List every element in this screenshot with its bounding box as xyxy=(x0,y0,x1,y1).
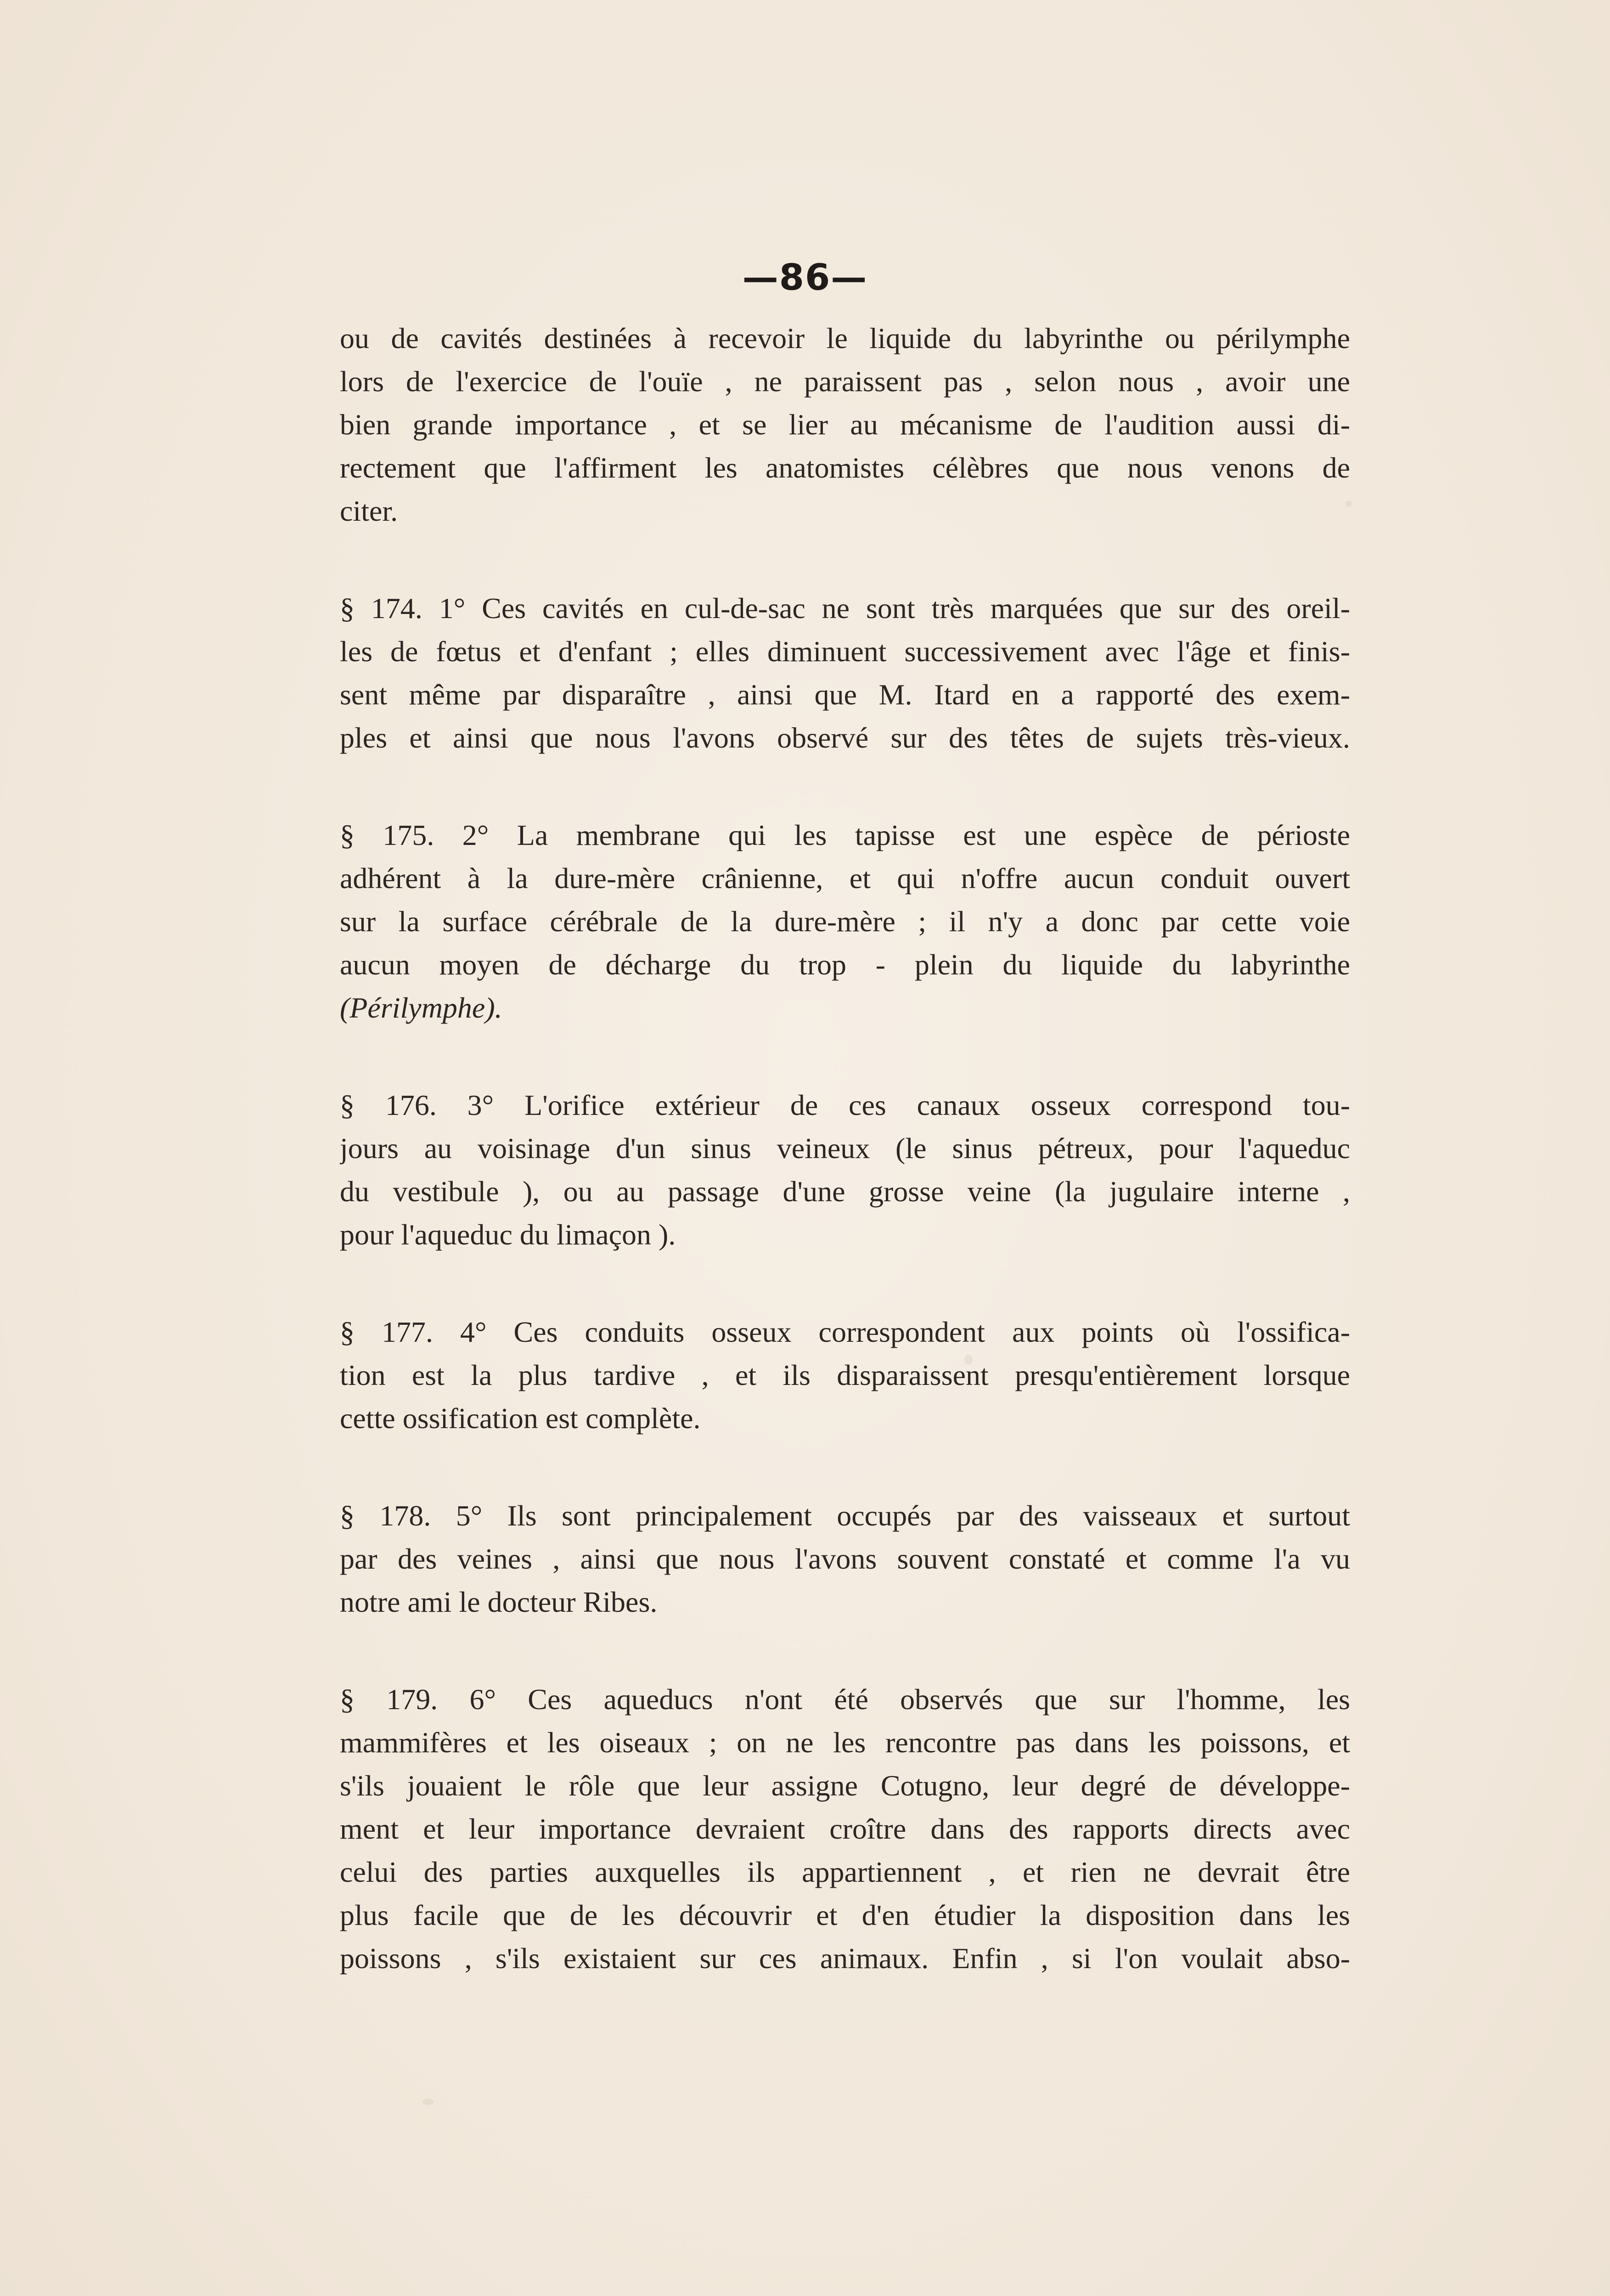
text-line: lors de l'exercice de l'ouïe , ne paraissent pas , selon nous , avoir une xyxy=(340,365,1350,398)
text-line: ples et ainsi que nous l'avons observé sur des têtes de sujets très-vieux. xyxy=(340,721,1350,754)
text-line: aucun moyen de décharge du trop - plein du liquide du labyrinthe xyxy=(340,948,1350,981)
text-line: § 178. 5° Ils sont principalement occupés par des vaisseaux et surtout xyxy=(340,1499,1350,1532)
text-line: § 179. 6° Ces aqueducs n'ont été observés que sur l'homme, les xyxy=(340,1683,1350,1716)
text-line: ment et leur importance devraient croître dans des rapports directs avec xyxy=(340,1812,1350,1845)
paragraph-intro xyxy=(340,317,1350,533)
paper-stain xyxy=(422,2099,433,2105)
text-line: tion est la plus tardive , et ils disparaissent presqu'entièrement lorsque xyxy=(340,1359,1350,1391)
text-line: mammifères et les oiseaux ; on ne les rencontre pas dans les poissons, et xyxy=(340,1726,1350,1759)
text-line: adhérent à la dure-mère crânienne, et qui n'offre aucun conduit ouvert xyxy=(340,862,1350,895)
text-line: notre ami le docteur Ribes. xyxy=(340,1586,658,1618)
paragraph-section-178 xyxy=(340,1494,1350,1624)
text-line: pour l'aqueduc du limaçon ). xyxy=(340,1218,676,1251)
paragraph-section-174 xyxy=(340,587,1350,760)
text-line: jours au voisinage d'un sinus veineux (le sinus pétreux, pour l'aqueduc xyxy=(340,1132,1350,1165)
text-line: citer. xyxy=(340,495,398,527)
text-line: plus facile que de les découvrir et d'en étudier la disposition dans les xyxy=(340,1899,1350,1931)
body-text xyxy=(340,317,1350,1980)
text-line: poissons , s'ils existaient sur ces animaux. Enfin , si l'on voulait abso- xyxy=(340,1942,1350,1975)
text-line: les de fœtus et d'enfant ; elles diminuent successivement avec l'âge et finis- xyxy=(340,635,1350,668)
text-line: sur la surface cérébrale de la dure-mère ; il n'y a donc par cette voie xyxy=(340,905,1350,938)
text-line: bien grande importance , et se lier au mécanisme de l'audition aussi di- xyxy=(340,408,1350,441)
text-line: du vestibule ), ou au passage d'une grosse veine (la jugulaire interne , xyxy=(340,1175,1350,1208)
text-line: par des veines , ainsi que nous l'avons souvent constaté et comme l'a vu xyxy=(340,1542,1350,1575)
text-line: (Périlymphe). xyxy=(340,991,502,1024)
text-line: § 175. 2° La membrane qui les tapisse est une espèce de périoste xyxy=(340,819,1350,851)
paragraph-section-177 xyxy=(340,1311,1350,1440)
text-line: § 174. 1° Ces cavités en cul-de-sac ne sont très marquées que sur des oreil- xyxy=(340,592,1350,625)
paragraph-section-179 xyxy=(340,1678,1350,1980)
text-line: cette ossification est complète. xyxy=(340,1402,701,1435)
text-line: sent même par disparaître , ainsi que M. Itard en a rapporté des exem- xyxy=(340,678,1350,711)
text-line: § 177. 4° Ces conduits osseux correspondent aux points où l'ossifica- xyxy=(340,1316,1350,1348)
text-line: rectement que l'affirment les anatomistes célèbres que nous venons de xyxy=(340,451,1350,484)
text-line: s'ils jouaient le rôle que leur assigne Cotugno, leur degré de développe- xyxy=(340,1769,1350,1802)
text-line: § 176. 3° L'orifice extérieur de ces canaux osseux correspond tou- xyxy=(340,1089,1350,1121)
text-line: ou de cavités destinées à recevoir le liquide du labyrinthe ou périlymphe xyxy=(340,322,1350,355)
page-number: —86— xyxy=(742,257,868,298)
paragraph-section-176 xyxy=(340,1084,1350,1256)
text-line: celui des parties auxquelles ils appartiennent , et rien ne devrait être xyxy=(340,1856,1350,1888)
paragraph-section-175 xyxy=(340,814,1350,1030)
